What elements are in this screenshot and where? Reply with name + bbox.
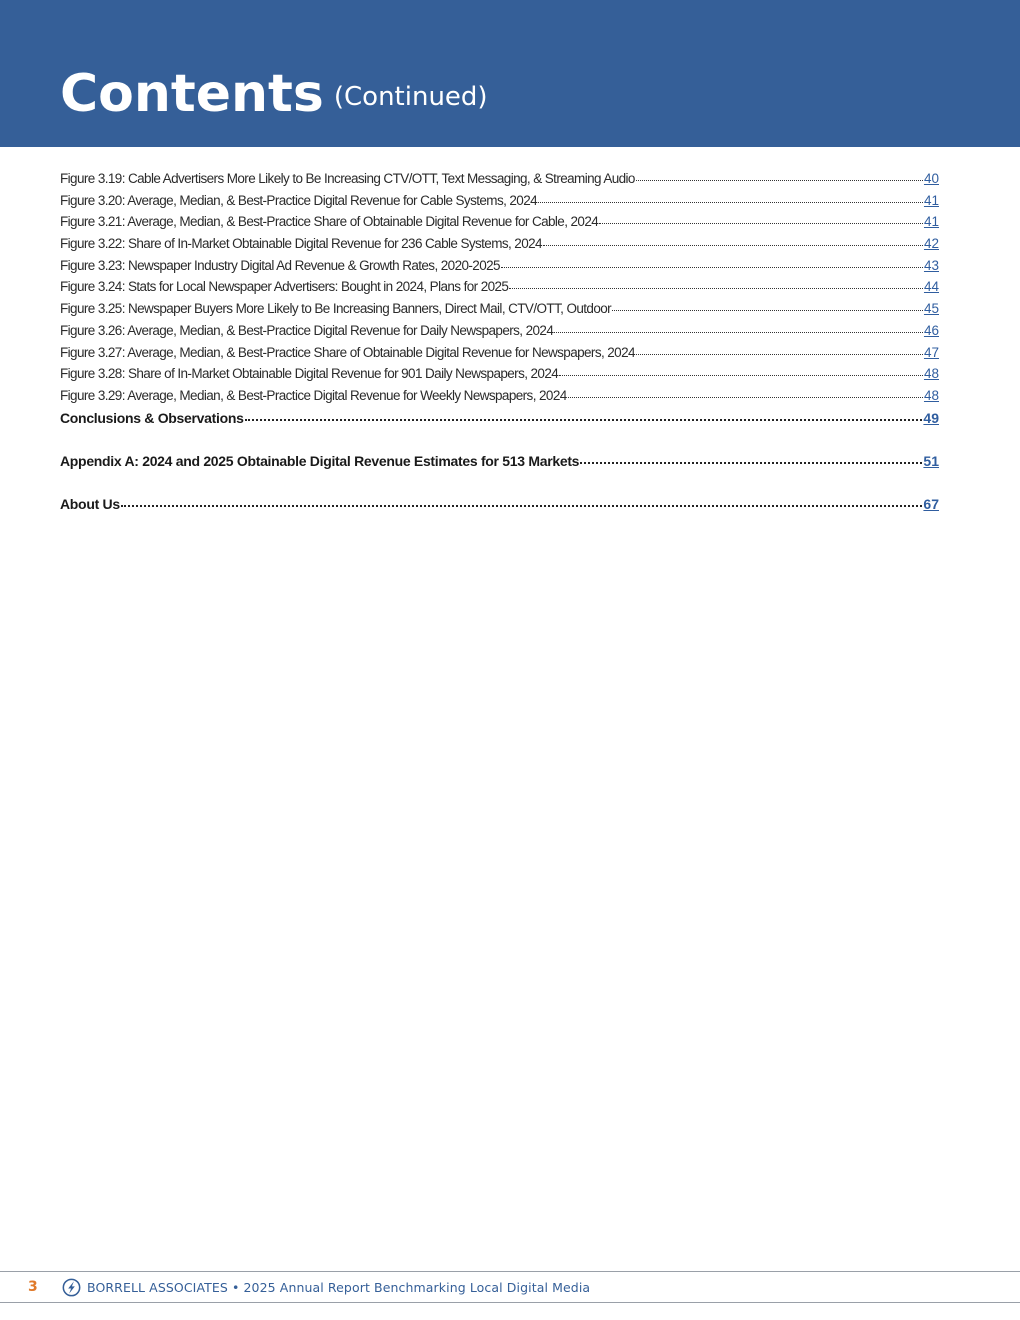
toc-page-link[interactable]: 46 [923, 322, 939, 338]
leader-dots [636, 354, 923, 355]
toc-entry-label: Figure 3.19: Cable Advertisers More Likely to Be Increasing CTV/OTT, Text Messaging, & Streaming Audio [60, 171, 635, 186]
toc-page-link[interactable]: 45 [923, 301, 939, 317]
toc-section-label: Appendix A: 2024 and 2025 Obtainable Digital Revenue Estimates for 513 Markets [60, 452, 580, 469]
leader-dots [543, 245, 923, 246]
toc-page-link[interactable]: 48 [923, 366, 939, 382]
toc-entry [60, 171, 939, 193]
toc-entry [60, 345, 939, 367]
leader-dots [538, 202, 923, 203]
toc-entry-label: Figure 3.28: Share of In-Market Obtainable Digital Revenue for 901 Daily Newspapers, 2024 [60, 366, 559, 382]
borrell-logo-icon [62, 1278, 81, 1297]
header-banner [0, 0, 1020, 147]
leader-dots [568, 397, 923, 398]
table-of-contents [60, 171, 939, 539]
toc-page-link[interactable]: 51 [923, 452, 939, 469]
leader-dots [559, 375, 923, 376]
toc-page-link[interactable]: 47 [923, 344, 939, 360]
toc-entry [60, 236, 939, 258]
leader-dots [509, 288, 923, 289]
toc-page-link[interactable]: 49 [923, 409, 939, 426]
leader-dots [612, 310, 923, 311]
toc-page-link[interactable]: 40 [923, 171, 939, 186]
toc-section-appendix-a [60, 453, 939, 496]
toc-section-conclusions [60, 410, 939, 453]
toc-page-link[interactable]: 48 [923, 387, 939, 403]
footer-divider-bottom [0, 1302, 1020, 1303]
toc-page-link[interactable]: 43 [923, 257, 939, 273]
leader-dots [554, 332, 923, 333]
toc-entry-label: Figure 3.27: Average, Median, & Best-Practice Share of Obtainable Digital Revenue for Newspapers, 2024 [60, 344, 635, 360]
toc-entry-label: Figure 3.29: Average, Median, & Best-Practice Digital Revenue for Weekly Newspapers, 2024 [60, 387, 567, 403]
toc-section-label: About Us [60, 495, 120, 512]
toc-page-link[interactable]: 42 [923, 236, 939, 252]
toc-entry-label: Figure 3.21: Average, Median, & Best-Practice Share of Obtainable Digital Revenue for Cable, 2024 [60, 214, 599, 230]
footer-page-number: 3 [28, 1279, 38, 1295]
toc-section-about-us [60, 496, 939, 539]
toc-entry-label: Figure 3.22: Share of In-Market Obtainable Digital Revenue for 236 Cable Systems, 2024 [60, 236, 542, 252]
toc-entry-label: Figure 3.24: Stats for Local Newspaper Advertisers: Bought in 2024, Plans for 2025 [60, 279, 509, 295]
leader-dots [245, 419, 923, 421]
title-main: Contents [60, 64, 324, 124]
page-title [60, 64, 488, 124]
toc-entry-label: Figure 3.26: Average, Median, & Best-Practice Digital Revenue for Daily Newspapers, 2024 [60, 322, 554, 338]
toc-entry-label: Figure 3.23: Newspaper Industry Digital Ad Revenue & Growth Rates, 2020-2025 [60, 257, 500, 273]
toc-entry [60, 301, 939, 323]
toc-entry-label: Figure 3.20: Average, Median, & Best-Practice Digital Revenue for Cable Systems, 2024 [60, 192, 538, 208]
toc-entry [60, 193, 939, 215]
toc-entry-label: Figure 3.25: Newspaper Buyers More Likely to Be Increasing Banners, Direct Mail, CTV/OTT, Outdoor [60, 301, 612, 317]
leader-dots [599, 223, 923, 224]
leader-dots [121, 505, 923, 507]
toc-section-label: Conclusions & Observations [60, 409, 244, 426]
toc-entry [60, 323, 939, 345]
toc-page-link[interactable]: 67 [923, 495, 939, 512]
toc-page-link[interactable]: 41 [923, 214, 939, 230]
toc-entry [60, 388, 939, 410]
toc-entry [60, 366, 939, 388]
leader-dots [501, 267, 923, 268]
leader-dots [580, 462, 922, 464]
toc-entry [60, 279, 939, 301]
title-subtitle: (Continued) [333, 82, 488, 112]
toc-entry [60, 258, 939, 280]
toc-page-link[interactable]: 44 [923, 279, 939, 295]
leader-dots [636, 180, 923, 181]
footer-text: BORRELL ASSOCIATES • 2025 Annual Report Benchmarking Local Digital Media [87, 1280, 591, 1295]
toc-page-link[interactable]: 41 [923, 192, 939, 208]
toc-entry [60, 214, 939, 236]
footer-divider-top [0, 1271, 1020, 1272]
